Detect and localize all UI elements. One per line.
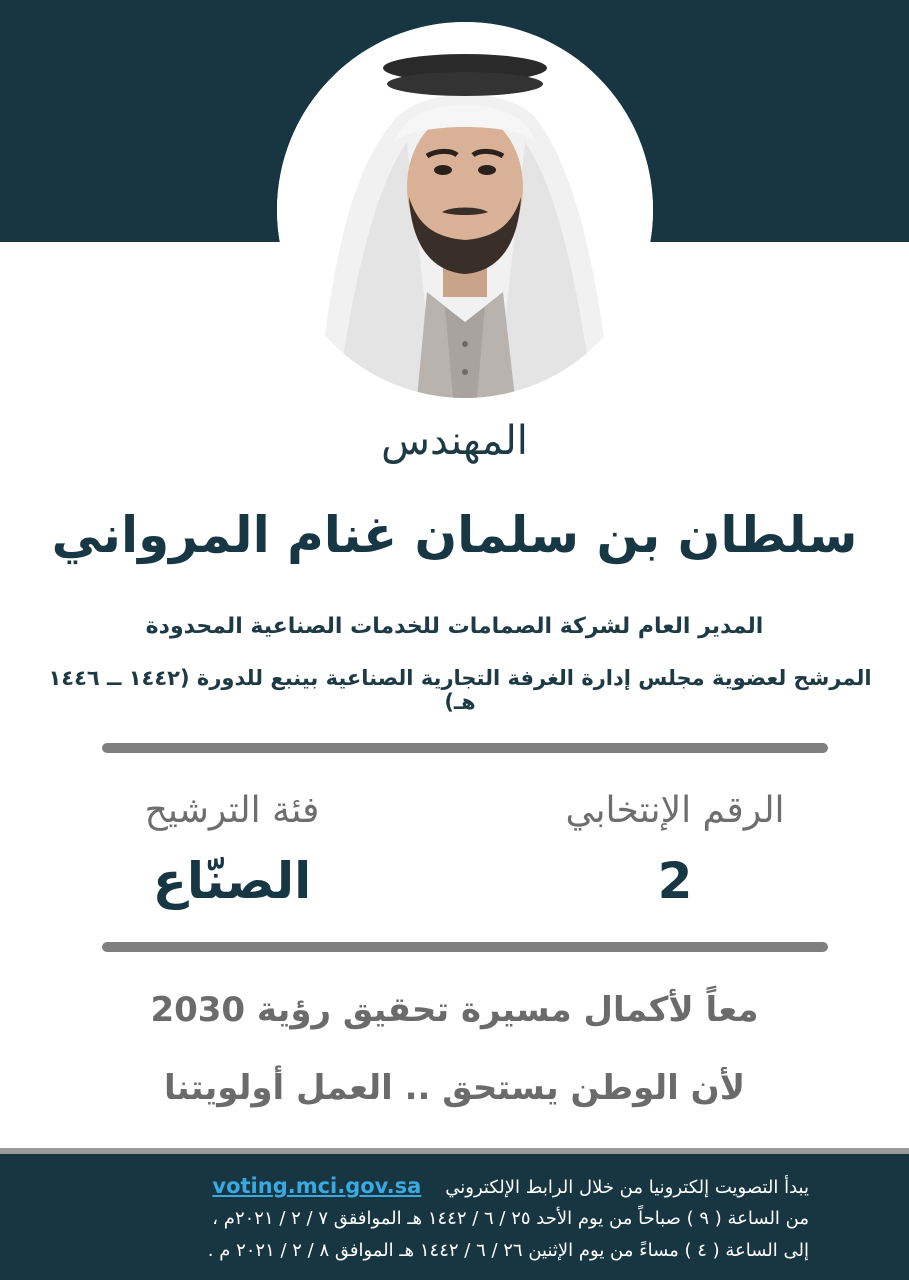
slogan-priority: لأن الوطن يستحق .. العمل أولويتنا [163,1068,746,1108]
voting-intro-text: يبدأ التصويت إلكترونيا من خلال الرابط الإلكتروني [445,1177,809,1198]
electoral-number-label: الرقم الإنتخابي [565,790,785,831]
electoral-number-value: 2 [657,852,693,910]
slogan-vision-2030: معاً لأكمال مسيرة تحقيق رؤية 2030 [150,990,759,1030]
category-label: فئة الترشيح [144,790,320,831]
voting-info-footer [0,1154,909,1280]
voting-start-time: من الساعة ( ٩ ) صباحاً من يوم الأحد ٢٥ / ٦ / ١٤٤٢ هـ الموافقق ٧ / ٢ / ٢٠٢١م ، [212,1208,809,1229]
voting-end-time: إلى الساعة ( ٤ ) مساءً من يوم الإثنين ٢٦ / ٦ / ١٤٤٢ هـ الموافق ٨ / ٢ / ٢٠٢١ م . [207,1240,809,1261]
voting-link[interactable]: voting.mci.gov.sa [212,1174,422,1198]
candidate-position: المدير العام لشركة الصمامات للخدمات الصناعية المحدودة [145,614,764,639]
category-value: الصنّاع [152,852,312,910]
divider-top [102,743,828,753]
candidacy-description: المرشح لعضوية مجلس إدارة الغرفة التجارية الصناعية بينبع للدورة (١٤٤٢ ــ ١٤٤٦ هـ) [48,666,872,714]
honorific-title: المهندس [381,418,528,464]
voting-intro-line [212,1174,809,1198]
divider-bottom [102,942,828,952]
candidate-portrait [277,22,653,398]
candidate-name: سلطان بن سلمان غنام المرواني [51,506,858,564]
portrait-photo-icon [277,22,653,398]
